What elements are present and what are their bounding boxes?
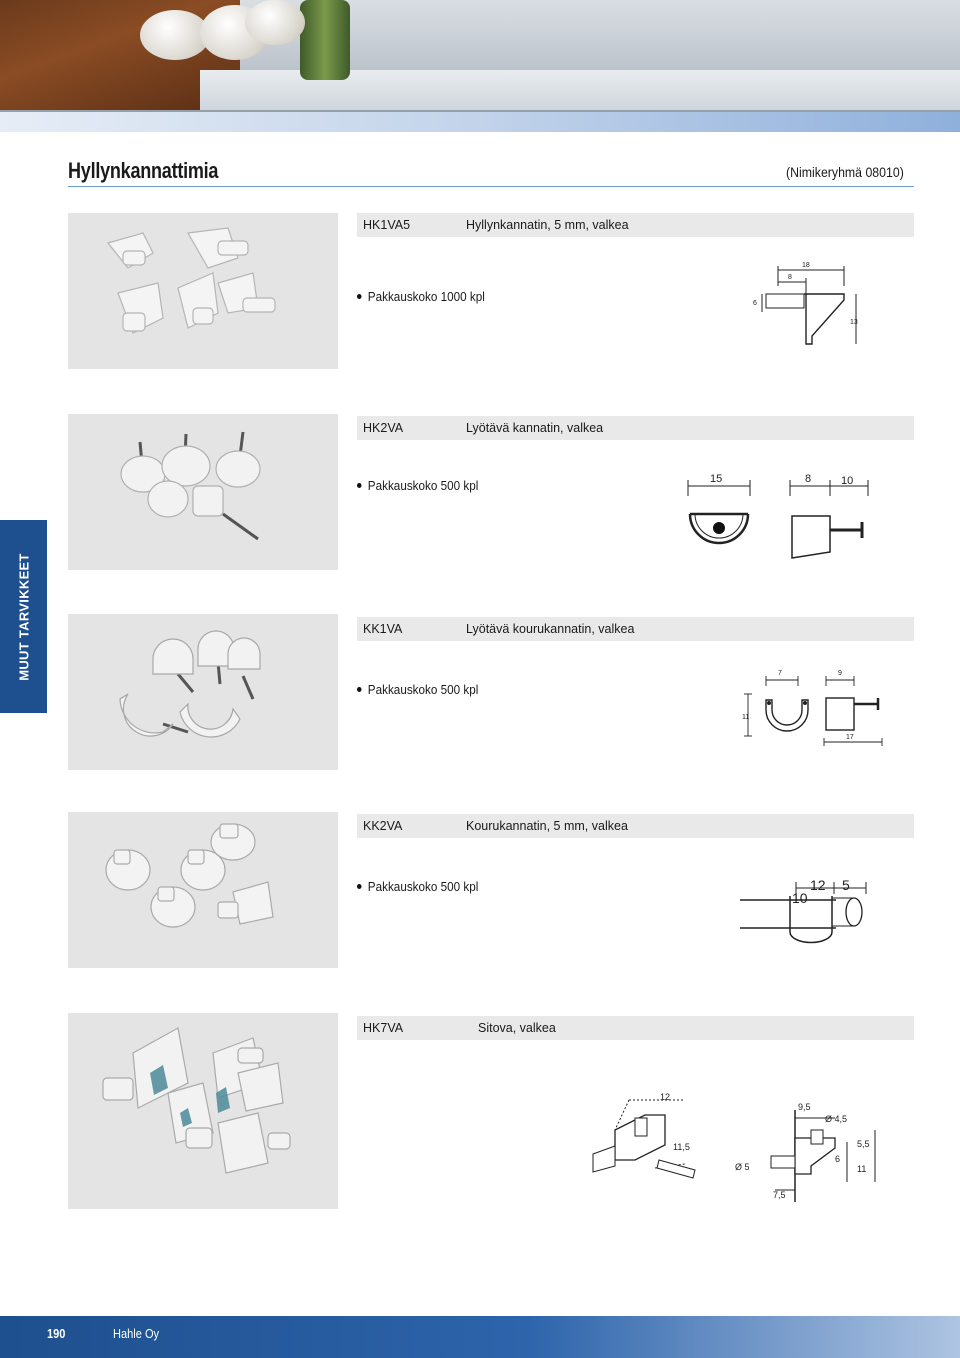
dim-label: 13 <box>850 319 858 326</box>
product-photo <box>68 414 338 570</box>
dim-label: 7,5 <box>773 1190 786 1200</box>
product-header-bar <box>357 416 914 440</box>
dim-label: 8 <box>805 473 812 485</box>
side-tab-label: MUUT TARVIKKEET <box>16 552 31 681</box>
pack-size-text: Pakkauskoko 500 kpl <box>367 879 479 894</box>
dim-label: 9 <box>838 670 842 677</box>
product-description: Kourukannatin, 5 mm, valkea <box>466 819 628 833</box>
pack-size-text: Pakkauskoko 500 kpl <box>367 478 479 493</box>
shelf-support-photo <box>68 213 338 369</box>
dim-label: 11 <box>742 714 750 721</box>
locking-support-photo <box>68 1013 338 1209</box>
bullet <box>357 884 362 889</box>
technical-drawing <box>748 258 868 350</box>
dim-label: 12 <box>810 877 826 893</box>
product-description: Hyllynkannatin, 5 mm, valkea <box>466 218 629 232</box>
technical-drawing <box>680 466 880 566</box>
product-photo <box>68 213 338 369</box>
product-code: HK1VA5 <box>363 218 411 232</box>
dim-label: 10 <box>792 890 808 906</box>
pack-size-text: Pakkauskoko 500 kpl <box>367 682 479 697</box>
dim-label: 18 <box>802 262 810 269</box>
dim-label: Ø 5 <box>735 1162 750 1172</box>
product-photo <box>68 614 338 770</box>
hero-gradient-strip <box>0 112 960 132</box>
product-code: KK1VA <box>363 622 403 636</box>
dim-label: 9,5 <box>798 1102 811 1112</box>
dim-label: 8 <box>788 274 792 281</box>
bullet <box>357 294 362 299</box>
product-description: Sitova, valkea <box>478 1021 556 1035</box>
technical-drawing <box>585 1090 885 1205</box>
page-title: Hyllynkannattimia <box>68 158 219 183</box>
footer-bar <box>0 1316 960 1358</box>
bullet <box>357 687 362 692</box>
dim-label: 17 <box>846 734 854 741</box>
technical-drawing <box>738 664 888 746</box>
product-code: HK7VA <box>363 1021 404 1035</box>
page-number: 190 <box>47 1326 66 1341</box>
pack-size <box>357 682 478 697</box>
bottle <box>300 0 350 80</box>
pack-size-text: Pakkauskoko 1000 kpl <box>367 289 485 304</box>
product-code: HK2VA <box>363 421 404 435</box>
product-header-bar <box>357 814 914 838</box>
pack-size <box>357 478 478 493</box>
product-group: (Nimikeryhmä 08010) <box>786 164 904 180</box>
garlic-bulb <box>245 0 305 45</box>
hero-photo <box>0 0 960 132</box>
nail-support-photo <box>68 414 338 570</box>
side-tab <box>0 520 47 713</box>
dim-label: 6 <box>753 300 757 307</box>
product-description: Lyötävä kannatin, valkea <box>466 421 604 435</box>
dim-label: 12 <box>660 1092 671 1102</box>
dim-label: 11 <box>857 1164 867 1174</box>
clip-support-photo <box>68 614 338 770</box>
bullet <box>357 483 362 488</box>
dim-label: Ø 4,5 <box>825 1114 848 1124</box>
product-header-bar <box>357 617 914 641</box>
product-header-bar <box>357 1016 914 1040</box>
dim-label: 6 <box>835 1154 841 1164</box>
company-name: Hahle Oy <box>113 1326 160 1341</box>
product-code: KK2VA <box>363 819 403 833</box>
pack-size <box>357 879 478 894</box>
product-photo <box>68 812 338 968</box>
tube-support-photo <box>68 812 338 968</box>
product-description: Lyötävä kourukannatin, valkea <box>466 622 635 636</box>
title-rule <box>68 186 914 187</box>
technical-drawing <box>736 870 876 960</box>
dim-label: 11,5 <box>673 1142 690 1152</box>
dim-label: 5,5 <box>857 1139 870 1149</box>
product-header-bar <box>357 213 914 237</box>
product-photo <box>68 1013 338 1209</box>
pack-size <box>357 289 485 304</box>
dim-label: 10 <box>841 475 854 487</box>
dim-label: 5 <box>842 877 850 893</box>
dim-label: 15 <box>710 473 723 485</box>
dim-label: 7 <box>778 670 782 677</box>
